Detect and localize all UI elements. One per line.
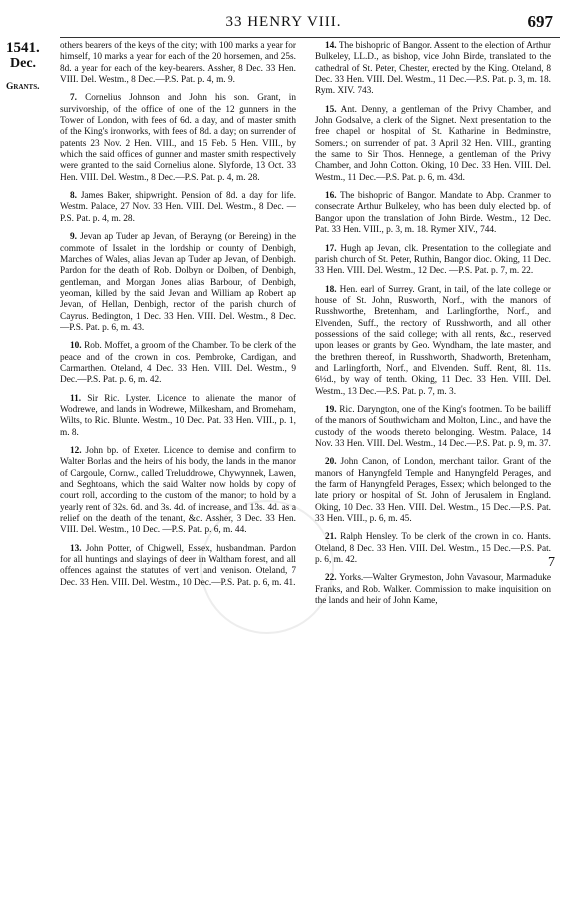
entry-15 bbox=[315, 105, 551, 184]
entry-16 bbox=[315, 191, 551, 236]
entry-22 bbox=[315, 573, 551, 607]
entry-number: 8. bbox=[70, 191, 77, 202]
entry-number: 17. bbox=[325, 243, 337, 254]
entry-11 bbox=[60, 394, 296, 439]
entry-8 bbox=[60, 191, 296, 225]
entry-text: Cornelius Johnson and John his son. Grant, in survivorship, of the office of one of the 12 gunners in the Tower of London, with fees of 6d. a day, and of master smith of the King's ironworks, with fees of 8d. a day; on surrender of patents 23 Nov. 2 Hen. VIII., and 15 Feb. 5 Hen. VIII., by which the said offices of gunner and master smith respectively were granted to the said Cornelius alone. Slyforde, 13 Oct. 33 Hen. VIII. Del. Westm., 8 Dec.—P.S. Pat. p. 4, m. 28. bbox=[60, 93, 296, 183]
entry-number: 14. bbox=[325, 41, 337, 51]
margin-month: Dec. bbox=[10, 56, 37, 71]
entry-number: 21. bbox=[325, 532, 337, 543]
entry-text: The bishopric of Bangor. Mandate to Abp. Cranmer to consecrate Arthur Bulkeley, who has been duly elected bp. of Bangor upon the translation of John Birde. Westm., 12 Dec. Pat. 33 Hen. VIII., p. 3, m. 18. Rymer XIV., 744. bbox=[315, 191, 551, 236]
margin-notes bbox=[6, 40, 56, 92]
entry-text: John bp. of Exeter. Licence to demise and confirm to Walter Borlas and the heirs of his body, the lands in the manor of Cargoule, Cornw., called Treluddrowe, Chywynnek, Lawen, and Seghtoans, which the said Walter now holds by copy of court roll, according to the custom of the manor; to hold by a yearly rent of 32s. 6d. and 3s. 4d. of increase, and 13s. 4d. as a relief on the death of the tenant, &c. Assher, 3 Dec. 33 Hen. VIII. Del. Westm., 10 Dec. —P.S. Pat. p. 6, m. 44. bbox=[60, 446, 296, 536]
entry-text: Ralph Hensley. To be clerk of the crown in co. Hants. Oteland, 8 Dec. 33 Hen. VIII. Del. Westm., 15 Dec.—P.S. Pat. p. 6, m. 42. bbox=[315, 532, 551, 566]
left-column bbox=[60, 41, 296, 901]
entry-7 bbox=[60, 93, 296, 184]
entry-13 bbox=[60, 544, 296, 589]
entry-text: John Canon, of London, merchant tailor. Grant of the manors of Hanyngfeld Temple and Hanyngfeld Perages, and the farm of Hanyngfeld Perages, Essex; which belonged to the late priory or hospital of St. John of Jerusalem in England. Oking, 10 Dec. 33 Hen. VIII. Del. Westm., 15 Dec.—P.S. Pat. 33 Hen. VIII., p. 6, m. 45. bbox=[315, 457, 551, 525]
entry-text: Sir Ric. Lyster. Licence to alienate the manor of Wodrewe, and lands in Wodrewe, Milkesham, and Bromeham, Wilts, to Ric. Blunte. Westm., 10 Dec. Pat. 33 Hen. VIII., p. 1, m. 8. bbox=[60, 393, 296, 438]
entry-continued bbox=[60, 41, 296, 86]
entry-text: others bearers of the keys of the city; with 100 marks a year for himself, 10 marks a year for each of the 20 horsemen, and 25s. 8d. a year for each of the key-bearers. Assher, 8 Dec. 33 Hen. VIII. Del. Westm., 8 Dec.—P.S. Pat. p. 4, m. 9. bbox=[60, 41, 296, 86]
entry-number: 19. bbox=[325, 404, 337, 415]
side-mark: 7 bbox=[548, 555, 555, 570]
entry-number: 13. bbox=[70, 543, 82, 554]
entry-text: Ant. Denny, a gentleman of the Privy Chamber, and John Godsalve, a clerk of the Signet. Next presentation to the free chapel or hospital of St. Katharine in Bedminstre, Somers.; on surrender of pat. 3 April 32 Hen. VIII., granting the same to Sir Thos. Hennege, a gentleman of the Privy Chamber, and John Cotton. Oking, 10 Dec. 33 Hen. VIII. Del. Westm., 11 Dec.—P.S. Pat. p. 6, m. 43d. bbox=[315, 104, 551, 183]
running-title: 33 HENRY VIII. bbox=[225, 14, 342, 30]
entry-20 bbox=[315, 457, 551, 525]
entry-text: Hugh ap Jevan, clk. Presentation to the collegiate and parish church of St. Peter, Ruthin, Bangor dioc. Oking, 11 Dec. 33 Hen. VIII. Del. Westm., 12 Dec. —P.S. Pat. p. 7, m. 22. bbox=[315, 243, 551, 277]
entry-9 bbox=[60, 232, 296, 334]
entry-number: 16. bbox=[325, 191, 337, 202]
entry-number: 10. bbox=[70, 341, 82, 352]
entry-17 bbox=[315, 244, 551, 278]
right-column bbox=[315, 41, 551, 901]
entry-number: 11. bbox=[70, 393, 82, 404]
entry-text: Rob. Moffet, a groom of the Chamber. To be clerk of the peace and of the crown in cos. Pembroke, Cardigan, and Carmarthen. Oteland, 4 Dec. 33 Hen. VIII. Del. Westm., 9 Dec.—P.S. Pat. p. 6, m. 42. bbox=[60, 341, 296, 386]
entry-number: 15. bbox=[325, 104, 337, 115]
entry-10 bbox=[60, 341, 296, 386]
entry-text: Yorks.—Walter Grymeston, John Vavasour, Marmaduke Franks, and Rob. Walker. Commission to make inquisition on the lands and heir of John Kame, bbox=[315, 573, 551, 607]
entry-text: Jevan ap Tuder ap Jevan, of Berayng (or Bereing) in the commote of Issalet in the lordship or county of Denbigh, Marches of Wales, alias Jevan ap Tuder ap Jevan, of Denbigh. Pardon for the death of Rob. Dolbyn or Dolben, of Denbigh, gentleman, and Morgan Jones alias Barbour, of Denbigh, yeoman, killed by the said Jevan and William ap Robert ap Jevan, of Hellan, Denbigh, rector of the parish church of Cayrus. Bedington, 1 Dec. 33 Hen. VIII. Del. Westm., 8 Dec.—P.S. Pat. p. 6, m. 43. bbox=[60, 232, 296, 333]
entry-18 bbox=[315, 285, 551, 398]
entry-14 bbox=[315, 41, 551, 98]
entry-number: 22. bbox=[325, 573, 337, 584]
entry-21 bbox=[315, 532, 551, 566]
entry-text: Hen. earl of Surrey. Grant, in tail, of the late college or house of St. John, Rusworth, Norf., with the manors of Russhworthe, Bretenham, and Larlingforthe, Norf., and Elvenden, Suff., the rectory of Russhworth, and all other possessions of the said college; with all rents, &c., reserved upon leases or grants by Geo. Wyndham, the late master, and the brethren thereof, in Russhworth, Shadworth, Bretenham, and Larlingforth, Norf., and Elvenden. Suff. Rent, 8l. 11s. 6½d., by way of tenth. Oking, 11 Dec. 33 Hen. VIII. Del. Westm., 13 Dec.—P.S. Pat. p. 7, m. 3. bbox=[315, 284, 551, 397]
entry-12 bbox=[60, 446, 296, 537]
entry-number: 9. bbox=[70, 232, 77, 243]
margin-year: 1541. bbox=[6, 40, 40, 56]
entry-19 bbox=[315, 405, 551, 450]
entry-text: The bishopric of Bangor. Assent to the election of Arthur Bulkeley, LL.D., as bishop, vice John Birde, translated to the cathedral of St. Peter, Chester, erected by the King. Oteland, 8 Dec. 33 Hen. VIII. Del. Westm., 11 Dec.—P.S. Pat. p. 3, m. 18. Rym. XIV. 743. bbox=[315, 41, 551, 97]
entry-number: 12. bbox=[70, 446, 82, 456]
header-rule bbox=[60, 37, 560, 38]
entry-text: John Potter, of Chigwell, Essex, husbandman. Pardon for all huntings and slayings of deer in Waltham forest, and all offences against the statutes of vert and venison. Oteland, 7 Dec. 33 Hen. VIII. Del. Westm., 10 Dec.—P.S. Pat. p. 6, m. 41. bbox=[60, 543, 296, 588]
entry-text: James Baker, shipwright. Pension of 8d. a day for life. Westm. Palace, 27 Nov. 33 Hen. VIII. Del. Westm., 8 Dec. —P.S. Pat. p. 4, m. 28. bbox=[60, 191, 296, 224]
entry-number: 18. bbox=[325, 284, 337, 295]
entry-number: 20. bbox=[325, 457, 337, 468]
entry-text: Ric. Daryngton, one of the King's footmen. To be bailiff of the manors of Southwicham and Molton, Linc., and have the custody of the woods thereto belonging. Westm. Palace, 14 Nov. 33 Hen. VIII. Del. Westm., 14 Dec.—P.S. Pat. p. 9, m. 37. bbox=[315, 404, 551, 449]
page-number: 697 bbox=[527, 12, 553, 31]
margin-section: Grants. bbox=[6, 82, 40, 92]
entry-number: 7. bbox=[70, 93, 77, 104]
